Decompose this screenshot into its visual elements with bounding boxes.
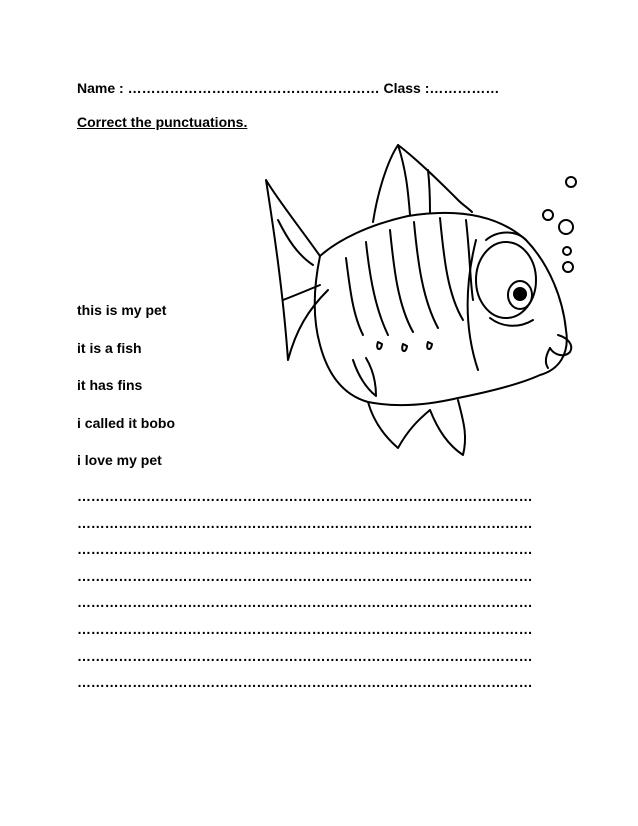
sentence-item: this is my pet bbox=[77, 302, 167, 318]
sentence-item: it has fins bbox=[77, 377, 143, 393]
answer-line[interactable]: ……………………………………………………………………………………… bbox=[77, 514, 533, 531]
sentence-list bbox=[77, 302, 175, 490]
answer-line[interactable]: ……………………………………………………………………………………… bbox=[77, 594, 533, 611]
sentence-item: it is a fish bbox=[77, 339, 142, 356]
fish-illustration bbox=[258, 130, 588, 470]
answer-line[interactable]: ……………………………………………………………………………………… bbox=[77, 488, 533, 504]
answer-line[interactable]: ……………………………………………………………………………………… bbox=[77, 620, 533, 637]
answer-line[interactable]: ……………………………………………………………………………………… bbox=[77, 647, 533, 664]
instruction-heading: Correct the punctuations. bbox=[77, 114, 248, 130]
sentence-item: i love my pet bbox=[77, 452, 162, 468]
name-class-line: Name : ……………………………………………… Class :…………… bbox=[77, 80, 500, 96]
answer-lines bbox=[77, 488, 532, 701]
answer-line[interactable]: ……………………………………………………………………………………… bbox=[77, 674, 533, 691]
answer-line[interactable]: ……………………………………………………………………………………… bbox=[77, 567, 533, 584]
answer-line[interactable]: ……………………………………………………………………………………… bbox=[77, 541, 533, 558]
sentence-item: i called it bobo bbox=[77, 414, 176, 431]
